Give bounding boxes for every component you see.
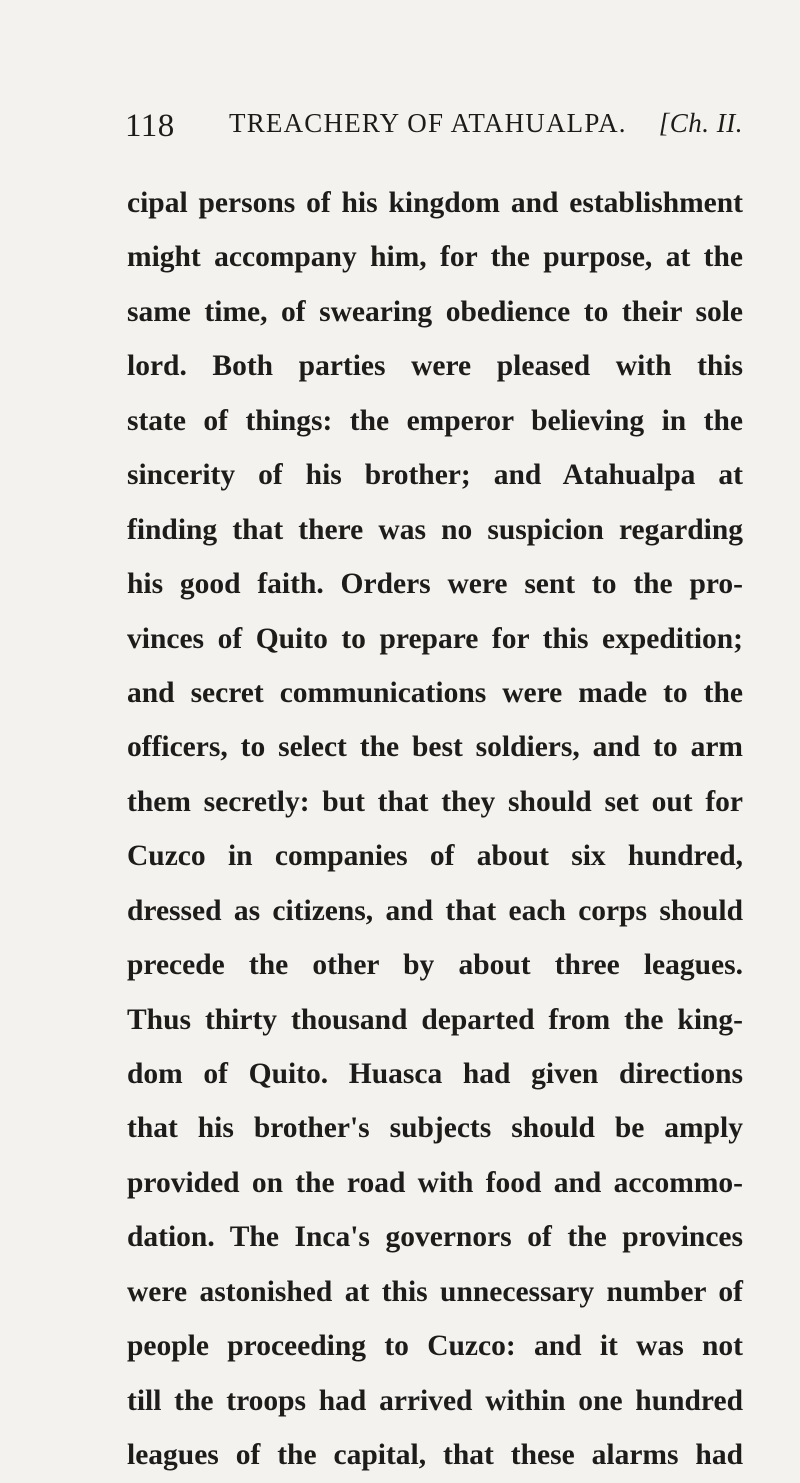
text-line: provided on the road with food and accommo-	[127, 1166, 743, 1199]
text-line: and secret communications were made to the	[127, 676, 743, 709]
text-line: dom of Quito. Huasca had given directions	[127, 1058, 743, 1090]
text-line: finding that there was no suspicion regarding	[127, 513, 743, 546]
text-line: Thus thirty thousand departed from the king-	[127, 1003, 743, 1036]
page-number: 118	[125, 108, 175, 144]
text-line: cipal persons of his kingdom and establishment	[127, 187, 743, 219]
text-line: them secretly: but that they should set out for	[127, 785, 743, 818]
chapter-reference: [Ch. II.	[658, 108, 743, 138]
text-line: sincerity of his brother; and Atahualpa at	[127, 459, 743, 492]
text-line: Cuzco in companies of about six hundred,	[127, 840, 743, 873]
text-line: vinces of Quito to prepare for this expedition;	[127, 622, 743, 655]
text-line: dation. The Inca's governors of the provinces	[127, 1221, 743, 1254]
text-line: officers, to select the best soldiers, and to arm	[127, 731, 743, 764]
text-line: state of things: the emperor believing in the	[127, 404, 743, 437]
running-title: TREACHERY OF ATAHUALPA.	[229, 108, 627, 138]
text-line: that his brother's subjects should be amply	[127, 1112, 743, 1145]
text-line: dressed as citizens, and that each corps should	[127, 894, 743, 927]
text-line: till the troops had arrived within one hundred	[127, 1384, 743, 1417]
body-text	[127, 176, 743, 1483]
text-line: were astonished at this unnecessary number of	[127, 1275, 743, 1308]
page-header	[125, 104, 745, 154]
text-line: leagues of the capital, that these alarms had	[127, 1439, 743, 1472]
text-line: same time, of swearing obedience to their sole	[127, 295, 743, 328]
text-line: people proceeding to Cuzco: and it was not	[127, 1330, 743, 1363]
text-line: precede the other by about three leagues.	[127, 949, 743, 982]
text-line: his good faith. Orders were sent to the pro-	[127, 568, 743, 601]
text-line: might accompany him, for the purpose, at the	[127, 241, 743, 274]
text-line: lord. Both parties were pleased with this	[127, 350, 743, 383]
